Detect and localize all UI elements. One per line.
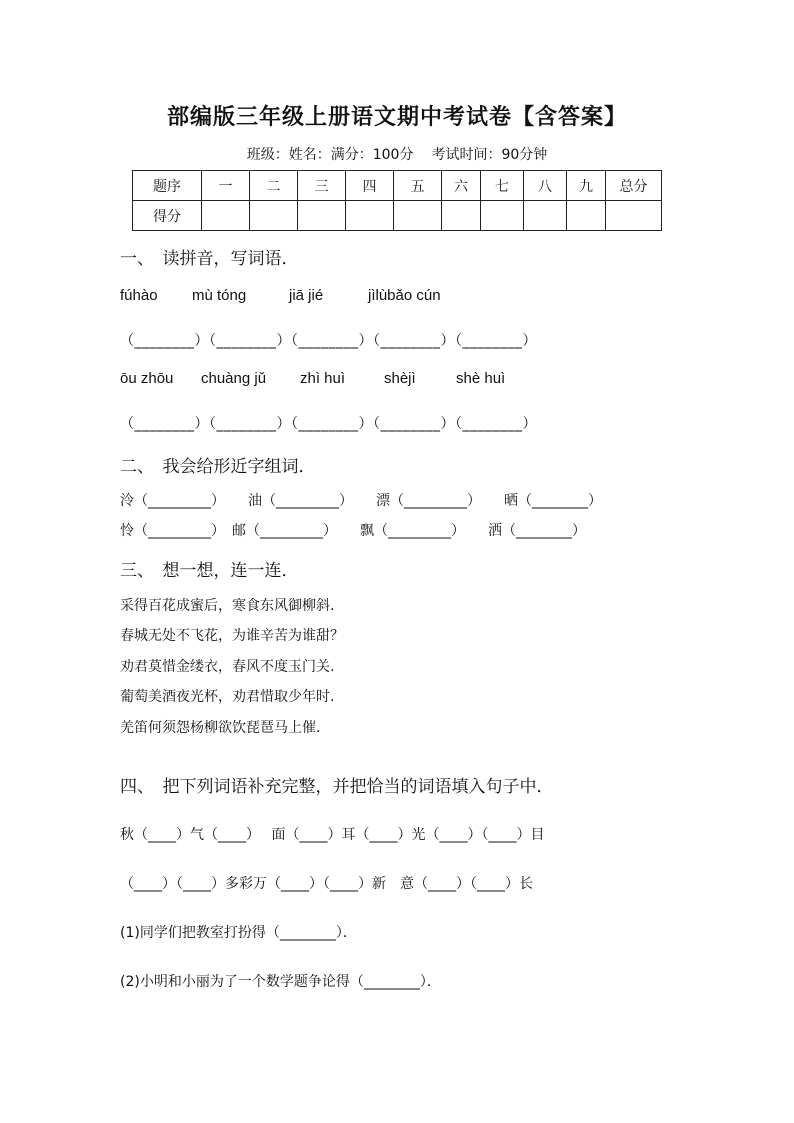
pinyin-item: ōu zhōu [120, 370, 174, 387]
char-item[interactable]: 油（_________） [248, 493, 353, 509]
poem-line[interactable]: 葡萄美酒夜光杯，劝君惜取少年时. [120, 689, 335, 705]
char-item[interactable]: 邮（_________） [232, 523, 337, 539]
poem-line[interactable]: 春城无处不飞花，为谁辛苦为谁甜？ [120, 628, 344, 644]
char-item[interactable]: 飘（_________） [360, 523, 465, 539]
score-table [132, 170, 662, 231]
pinyin-item: jìlùbǎo cún [368, 287, 441, 304]
idiom-row[interactable]: 秋（____）气（____） 面（____）耳（____）光（____）（____）目 [120, 827, 545, 843]
score-cell[interactable] [442, 201, 481, 231]
fill-sentence[interactable]: (1)同学们把教室打扮得（________）． [120, 925, 357, 941]
pinyin-item: shè huì [456, 370, 506, 387]
poem-line[interactable]: 羌笛何须怨杨柳欲饮琵琶马上催. [120, 720, 321, 736]
score-table-score-row [133, 201, 662, 231]
name-label: 姓名： [288, 147, 331, 163]
header-cell: 五 [394, 171, 442, 201]
score-cell[interactable] [202, 201, 250, 231]
time-label: 考试时间：90分钟 [431, 147, 548, 163]
header-cell: 一 [202, 171, 250, 201]
score-cell[interactable] [298, 201, 346, 231]
header-cell: 六 [442, 171, 481, 201]
header-cell: 三 [298, 171, 346, 201]
answer-blank-row[interactable]: （________）（________）（________）（________）（________） [120, 333, 537, 349]
score-cell[interactable] [394, 201, 442, 231]
header-cell: 八 [524, 171, 567, 201]
score-cell[interactable] [606, 201, 662, 231]
header-cell: 九 [567, 171, 606, 201]
header-cell: 七 [481, 171, 524, 201]
char-item[interactable]: 怜（_________） [120, 523, 225, 539]
section3-heading: 三、 想一想，连一连． [120, 561, 299, 581]
header-cell: 总分 [606, 171, 662, 201]
pinyin-item: chuàng jǔ [201, 370, 267, 387]
char-item[interactable]: 洒（________） [488, 523, 586, 539]
header-cell: 题序 [133, 171, 202, 201]
pinyin-item: zhì huì [300, 370, 346, 387]
section1-heading: 一、 读拼音，写词语． [120, 249, 299, 269]
answer-blank-row[interactable]: （________）（________）（________）（________）（________） [120, 416, 537, 432]
fill-sentence[interactable]: (2)小明和小丽为了一个数学题争论得（________）． [120, 974, 441, 990]
score-cell[interactable] [346, 201, 394, 231]
class-label: 班级： [246, 147, 289, 163]
score-table-header-row [133, 171, 662, 201]
exam-info [0, 144, 794, 164]
poem-line[interactable]: 采得百花成蜜后，寒食东风御柳斜. [120, 598, 335, 614]
char-item[interactable]: 泠（_________） [120, 493, 225, 509]
section2-heading: 二、 我会给形近字组词． [120, 457, 316, 477]
header-cell: 二 [250, 171, 298, 201]
pinyin-item: jiā jié [289, 287, 324, 304]
char-item[interactable]: 漂（_________） [376, 493, 481, 509]
section4-heading: 四、 把下列词语补充完整，并把恰当的词语填入句子中． [120, 777, 554, 797]
score-cell[interactable] [250, 201, 298, 231]
char-item[interactable]: 晒（________） [504, 493, 602, 509]
pinyin-item: fúhào [120, 287, 158, 304]
row-label-cell: 得分 [133, 201, 202, 231]
idiom-row[interactable]: （____）（____）多彩万（____）（____）新 意（____）（____）长 [120, 876, 533, 892]
score-cell[interactable] [567, 201, 606, 231]
pinyin-item: mù tóng [192, 287, 247, 304]
score-cell[interactable] [524, 201, 567, 231]
header-cell: 四 [346, 171, 394, 201]
score-cell[interactable] [481, 201, 524, 231]
pinyin-item: shèjì [384, 370, 416, 387]
page-title: 部编版三年级上册语文期中考试卷【含答案】 [166, 104, 627, 130]
score-label: 满分：100分 [330, 147, 414, 163]
poem-line[interactable]: 劝君莫惜金缕衣，春风不度玉门关. [120, 659, 335, 675]
